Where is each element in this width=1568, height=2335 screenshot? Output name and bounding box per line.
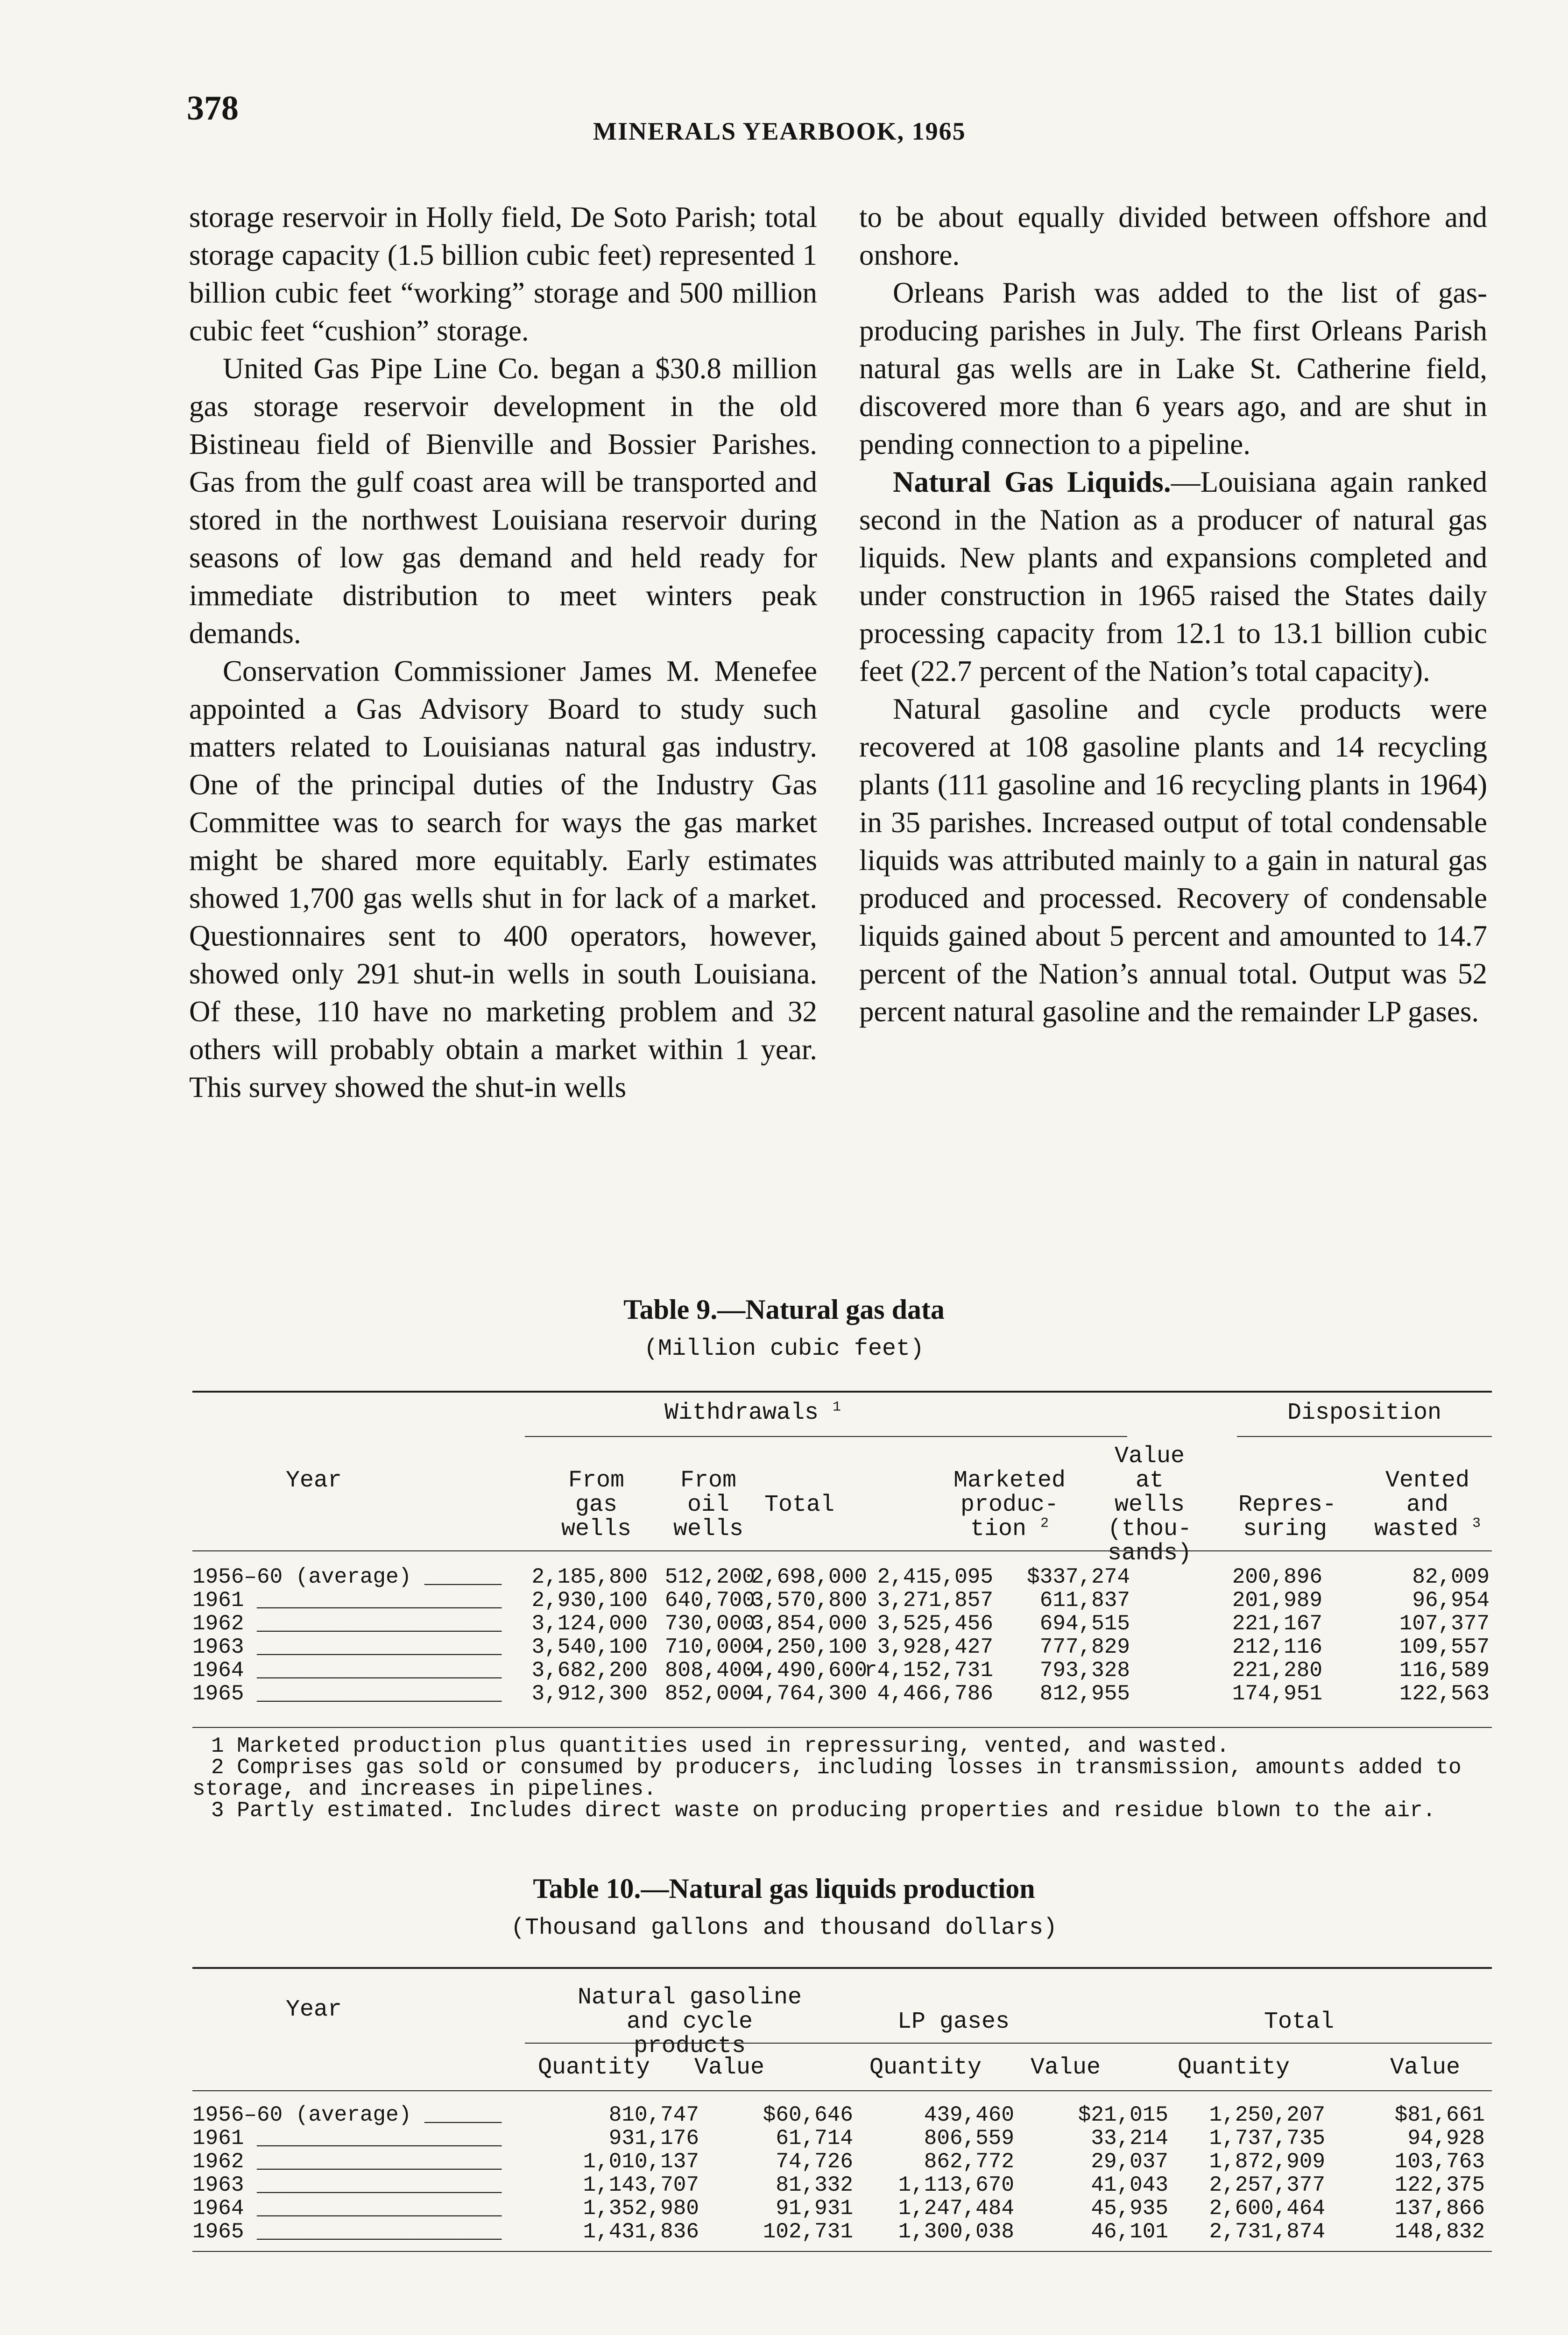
table10-group-lp: LP gases bbox=[897, 2009, 1010, 2035]
table9-cell-oil: 852,000 bbox=[664, 1682, 755, 1706]
table9-row bbox=[192, 1612, 1492, 1635]
table10-cell-lv: 33,214 bbox=[1091, 2126, 1168, 2151]
table9-cell-year: 1962 ___________________ bbox=[192, 1612, 502, 1636]
table9-col-oil-wells: From oil wells bbox=[673, 1467, 744, 1543]
table9-row bbox=[192, 1589, 1492, 1612]
table9-col-value: Value at wells (thou- sands) bbox=[1107, 1443, 1192, 1567]
table9-cell-year: 1964 ___________________ bbox=[192, 1658, 502, 1683]
table9-cell-repress: 221,280 bbox=[1232, 1658, 1322, 1683]
table9-cell-gas: 3,540,100 bbox=[531, 1635, 648, 1659]
table10-header-rule bbox=[192, 2090, 1492, 2091]
table9-subtitle: (Million cubic feet) bbox=[643, 1336, 925, 1362]
table9-cell-repress: 201,989 bbox=[1232, 1588, 1322, 1613]
table9-cell-marketed: 3,928,427 bbox=[877, 1635, 993, 1659]
table9-cell-year: 1961 ___________________ bbox=[192, 1588, 502, 1613]
table9-cell-vented: 109,557 bbox=[1399, 1635, 1490, 1659]
table9-cell-marketed: 4,466,786 bbox=[877, 1682, 993, 1706]
table9-col-repressuring: Repres- suring bbox=[1238, 1492, 1337, 1543]
table9-bottom-rule bbox=[192, 1727, 1492, 1728]
table10-cell-nv: 91,931 bbox=[776, 2196, 853, 2221]
table10-col-quantity: Quantity bbox=[1177, 2054, 1290, 2081]
table9-cell-gas: 3,682,200 bbox=[531, 1658, 648, 1683]
table10-cell-year: 1962 ___________________ bbox=[192, 2150, 502, 2174]
table10-title: Table 10.—Natural gas liquids production bbox=[533, 1873, 1035, 1904]
table10-col-value: Value bbox=[1030, 2054, 1101, 2081]
table9-cell-repress: 212,116 bbox=[1232, 1635, 1322, 1659]
table10-cell-nq: 1,143,707 bbox=[583, 2173, 699, 2197]
page-number: 378 bbox=[187, 89, 239, 127]
table9-withdrawals-rule bbox=[525, 1436, 1127, 1437]
table9-cell-value: 777,829 bbox=[1039, 1635, 1130, 1659]
table9-cell-vented: 116,589 bbox=[1399, 1658, 1490, 1683]
table9-row bbox=[192, 1659, 1492, 1682]
table10-group-natural: Natural gasoline and cycle products bbox=[577, 1984, 802, 2059]
table9-cell-year: 1963 ___________________ bbox=[192, 1635, 502, 1659]
table9-cell-oil: 640,700 bbox=[664, 1588, 755, 1613]
section-subheading: Natural Gas Liquids. bbox=[893, 466, 1171, 498]
table10-cell-lv: 45,935 bbox=[1091, 2196, 1168, 2221]
table9-cell-vented: 107,377 bbox=[1399, 1612, 1490, 1636]
table9-cell-total: 4,490,600 bbox=[751, 1658, 867, 1683]
table9-col-gas-wells: From gas wells bbox=[561, 1467, 632, 1543]
table10-cell-tq: 2,257,377 bbox=[1209, 2173, 1325, 2197]
table10-bottom-rule bbox=[192, 2251, 1492, 2252]
table10-cell-tq: 1,872,909 bbox=[1209, 2150, 1325, 2174]
table10-body bbox=[192, 2103, 1492, 2243]
table9-cell-value: 793,328 bbox=[1039, 1658, 1130, 1683]
paragraph: Natural gasoline and cycle products were recovered at 108 gasoline plants and 14 recycling plants (111 gasoline and 16 recycling plants in 1964) in 35 parishes. Increased output of total condensable liquids was attributed mainly to a gain in natural gas produced and processed. Recovery of condensable liquids gained about 5 percent and amounted to 14.7 percent of the Nation’s annual total. Output was 52 percent natural gasoline and the remainder LP gases. bbox=[859, 693, 1487, 1028]
table9-cell-total: 2,698,000 bbox=[751, 1565, 867, 1589]
table9-cell-value: 611,837 bbox=[1039, 1588, 1130, 1613]
table9-cell-value: $337,274 bbox=[1027, 1565, 1130, 1589]
table10-cell-lv: 29,037 bbox=[1091, 2150, 1168, 2174]
table9-cell-oil: 512,200 bbox=[664, 1565, 755, 1589]
paragraph bbox=[859, 463, 1487, 690]
table9-cell-oil: 730,000 bbox=[664, 1612, 755, 1636]
table9-cell-vented: 122,563 bbox=[1399, 1682, 1490, 1706]
table10-cell-nv: $60,646 bbox=[763, 2103, 853, 2127]
table10-cell-lq: 1,300,038 bbox=[898, 2220, 1014, 2244]
table9-row bbox=[192, 1565, 1492, 1589]
table9-cell-gas: 3,912,300 bbox=[531, 1682, 648, 1706]
table10-row bbox=[192, 2173, 1492, 2197]
table9-col-total: Total bbox=[764, 1492, 835, 1518]
table10-cell-tv: 148,832 bbox=[1394, 2220, 1485, 2244]
table9-cell-total: 4,250,100 bbox=[751, 1635, 867, 1659]
table10-col-quantity: Quantity bbox=[869, 2054, 982, 2081]
table10-cell-tq: 2,731,874 bbox=[1209, 2220, 1325, 2244]
table9-row bbox=[192, 1635, 1492, 1659]
table10-cell-nq: 1,431,836 bbox=[583, 2220, 699, 2244]
table10-cell-lq: 1,113,670 bbox=[898, 2173, 1014, 2197]
table10-cell-nv: 102,731 bbox=[763, 2220, 853, 2244]
table10-row bbox=[192, 2150, 1492, 2173]
table10-cell-lq: 806,559 bbox=[924, 2126, 1014, 2151]
paragraph: to be about equally divided between offshore and onshore. bbox=[859, 201, 1487, 271]
table10-cell-nq: 1,010,137 bbox=[583, 2150, 699, 2174]
table10-col-year: Year bbox=[285, 1996, 342, 2023]
table10-cell-nq: 1,352,980 bbox=[583, 2196, 699, 2221]
table10-cell-lv: 46,101 bbox=[1091, 2220, 1168, 2244]
table10-row bbox=[192, 2197, 1492, 2220]
table9-cell-value: 694,515 bbox=[1039, 1612, 1130, 1636]
table9-col-year: Year bbox=[285, 1467, 342, 1494]
table9-cell-total: 3,570,800 bbox=[751, 1588, 867, 1613]
table10-cell-tq: 1,737,735 bbox=[1209, 2126, 1325, 2151]
table10-group-total: Total bbox=[1264, 2009, 1335, 2035]
table9 bbox=[192, 1392, 1492, 1728]
table9-cell-total: 4,764,300 bbox=[751, 1682, 867, 1706]
table10-cell-tv: 137,866 bbox=[1394, 2196, 1485, 2221]
table10-cell-nq: 931,176 bbox=[608, 2126, 699, 2151]
table9-body bbox=[192, 1565, 1492, 1705]
paragraph: storage reservoir in Holly field, De Soto Parish; total storage capacity (1.5 billion cubic feet) represented 1 billion cubic feet “working” storage and 500 million cubic feet “cushion” storage. bbox=[189, 201, 817, 347]
table10-cell-tv: 103,763 bbox=[1394, 2150, 1485, 2174]
table10-cell-year: 1961 ___________________ bbox=[192, 2126, 502, 2151]
footnote: 3 Partly estimated. Includes direct waste on producing properties and residue blown to the air. bbox=[211, 1798, 1436, 1823]
table10-cell-nv: 61,714 bbox=[776, 2126, 853, 2151]
table9-cell-vented: 82,009 bbox=[1412, 1565, 1490, 1589]
table9-cell-gas: 2,185,800 bbox=[531, 1565, 648, 1589]
table10-row bbox=[192, 2220, 1492, 2243]
table10-cell-year: 1964 ___________________ bbox=[192, 2196, 502, 2221]
table10-cell-tv: $81,661 bbox=[1394, 2103, 1485, 2127]
table10-cell-lq: 862,772 bbox=[924, 2150, 1014, 2174]
table9-cell-total: 3,854,000 bbox=[751, 1612, 867, 1636]
table9-cell-marketed: 3,525,456 bbox=[877, 1612, 993, 1636]
paragraph: Orleans Parish was added to the list of gas-producing parishes in July. The first Orleans Parish natural gas wells are in Lake St. Catherine field, discovered more than 6 years ago, and are shut in pending connection to a pipeline. bbox=[859, 276, 1487, 460]
table9-cell-gas: 3,124,000 bbox=[531, 1612, 648, 1636]
table9-cell-value: 812,955 bbox=[1039, 1682, 1130, 1706]
table9-group-disposition: Disposition bbox=[1287, 1400, 1442, 1426]
running-head: MINERALS YEARBOOK, 1965 bbox=[593, 117, 966, 145]
table10-cell-nq: 810,747 bbox=[608, 2103, 699, 2127]
table10-row bbox=[192, 2103, 1492, 2127]
table10-cell-lv: 41,043 bbox=[1091, 2173, 1168, 2197]
paragraph: United Gas Pipe Line Co. began a $30.8 million gas storage reservoir development in the old Bistineau field of Bienville and Bossier Parishes. Gas from the gulf coast area will be transported and stored in the northwest Louisiana reservoir during seasons of low gas demand and held ready for immediate distribution to meet winters peak demands. bbox=[189, 352, 817, 650]
table10-col-value: Value bbox=[1390, 2054, 1461, 2081]
table9-cell-gas: 2,930,100 bbox=[531, 1588, 648, 1613]
table10-cell-lq: 439,460 bbox=[924, 2103, 1014, 2127]
table10-cell-lv: $21,015 bbox=[1078, 2103, 1168, 2127]
right-text-column bbox=[859, 198, 1487, 1031]
table9-row bbox=[192, 1682, 1492, 1705]
footnote: 2 Comprises gas sold or consumed by producers, including losses in transmission, amounts added to storage, and increases in pipelines. bbox=[192, 1755, 1462, 1801]
table10-row bbox=[192, 2127, 1492, 2150]
table9-cell-year: 1965 ___________________ bbox=[192, 1682, 502, 1706]
table9-cell-vented: 96,954 bbox=[1412, 1588, 1490, 1613]
table9-col-marketed: Marketed produc- tion $^2$ bbox=[953, 1467, 1066, 1543]
table9-cell-year: 1956–60 (average) ______ bbox=[192, 1565, 502, 1589]
table9-footnotes bbox=[192, 1735, 1492, 1821]
table9-cell-repress: 221,167 bbox=[1232, 1612, 1322, 1636]
paragraph-text: —Louisiana again ranked second in the Nation as a producer of natural gas liquids. New plants and expansions completed and under construction in 1965 raised the States daily processing capacity from 12.1 to 13.1 billion cubic feet (22.7 percent of the Nation’s total capacity). bbox=[859, 466, 1487, 687]
table10-cell-year: 1965 ___________________ bbox=[192, 2220, 502, 2244]
table9-group-withdrawals: Withdrawals $^1$ bbox=[664, 1399, 841, 1426]
table9-cell-repress: 200,896 bbox=[1232, 1565, 1322, 1589]
footnote: 1 Marketed production plus quantities used in repressuring, vented, and wasted. bbox=[211, 1734, 1229, 1758]
table9-disposition-rule bbox=[1237, 1436, 1492, 1437]
paragraph: Conservation Commissioner James M. Menefee appointed a Gas Advisory Board to study such matters related to Louisianas natural gas industry. One of the principal duties of the Industry Gas Committee was to search for ways the gas market might be shared more equitably. Early estimates showed 1,700 gas wells shut in for lack of a market. Questionnaires sent to 400 operators, however, showed only 291 shut-in wells in south Louisiana. Of these, 110 have no marketing problem and 32 others will probably obtain a market within 1 year. This survey showed the shut-in wells bbox=[189, 655, 817, 1104]
left-text-column bbox=[189, 198, 817, 1106]
table9-cell-oil: 710,000 bbox=[664, 1635, 755, 1659]
table9-cell-repress: 174,951 bbox=[1232, 1682, 1322, 1706]
table10-cell-tq: 1,250,207 bbox=[1209, 2103, 1325, 2127]
table10 bbox=[192, 1968, 1492, 2248]
table9-cell-marketed: r4,152,731 bbox=[864, 1658, 993, 1683]
table9-col-vented: Vented and wasted $^3$ bbox=[1374, 1467, 1481, 1543]
table10-group-rule bbox=[525, 2043, 1492, 2044]
table10-cell-tq: 2,600,464 bbox=[1209, 2196, 1325, 2221]
table9-cell-marketed: 3,271,857 bbox=[877, 1588, 993, 1613]
table9-title: Table 9.—Natural gas data bbox=[623, 1294, 945, 1325]
table10-col-quantity: Quantity bbox=[537, 2054, 650, 2081]
table10-cell-nv: 81,332 bbox=[776, 2173, 853, 2197]
table9-cell-oil: 808,400 bbox=[664, 1658, 755, 1683]
table10-cell-tv: 122,375 bbox=[1394, 2173, 1485, 2197]
table10-cell-year: 1963 ___________________ bbox=[192, 2173, 502, 2197]
table10-subtitle: (Thousand gallons and thousand dollars) bbox=[510, 1915, 1058, 1941]
table9-cell-marketed: 2,415,095 bbox=[877, 1565, 993, 1589]
table10-cell-lq: 1,247,484 bbox=[898, 2196, 1014, 2221]
table10-cell-year: 1956–60 (average) ______ bbox=[192, 2103, 502, 2127]
table10-col-value: Value bbox=[694, 2054, 765, 2081]
table10-cell-tv: 94,928 bbox=[1407, 2126, 1485, 2151]
table10-cell-nv: 74,726 bbox=[776, 2150, 853, 2174]
table9-header-rule bbox=[192, 1550, 1492, 1551]
